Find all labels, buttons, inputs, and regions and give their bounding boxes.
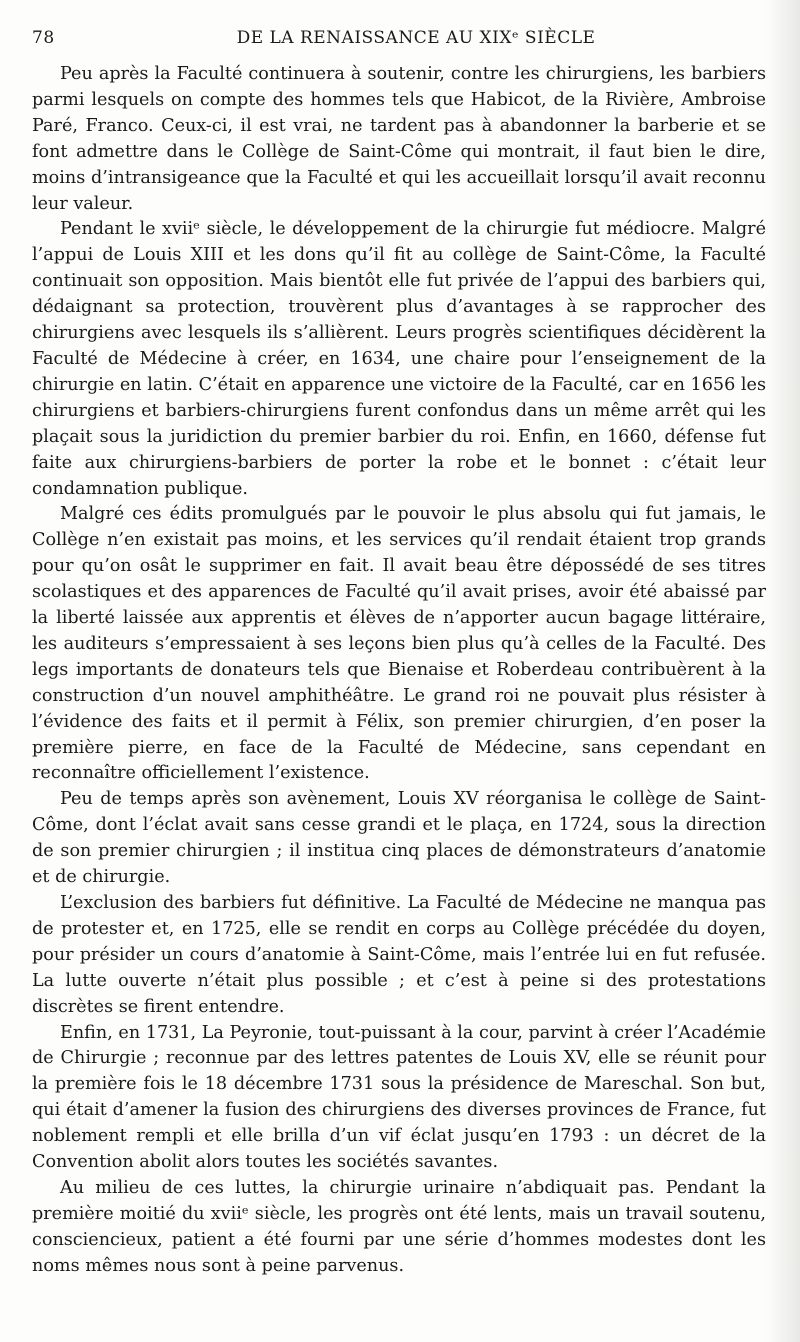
- paragraph-7: Au milieu de ces luttes, la chirurgie urinaire n’abdiquait pas. Pendant la première moitié du xviiᵉ siècle, les progrès ont été lents, mais un travail soutenu, consciencieux, patient a été fourni par une série d’hommes modestes dont les noms mêmes nous sont à peine parvenus.: [32, 1177, 766, 1276]
- paragraph-2: Pendant le xviiᵉ siècle, le développement de la chirurgie fut médiocre. Malgré l’appui de Louis XIII et les dons qu’il fit au collège de Saint-Côme, la Faculté continuait son opposition. Mais bientôt elle fut privée de l’appui des barbiers qui, dédaignant sa protection, trouvèrent plus d’avantages à se rapprocher des chirurgiens avec lesquels ils s’allièrent. Leurs progrès scientifiques décidèrent la Faculté de Médecine à créer, en 1634, une chaire pour l’enseignement de la chirurgie en latin. C’était en apparence une victoire de la Faculté, car en 1656 les chirurgiens et barbiers-chirurgiens furent confondus dans un même arrêt qui les plaçait sous la juridiction du premier barbier du roi. Enfin, en 1660, défense fut faite aux chirurgiens-barbiers de porter la robe et le bonnet : c’était leur condamnation publique.: [32, 219, 766, 499]
- paragraph-4: Peu de temps après son avènement, Louis XV réorganisa le collège de Saint-Côme, dont l’éclat avait sans cesse grandi et le plaça, en 1724, sous la direction de son premier chirurgien ; il institua cinq places de démonstrateurs d’anatomie et de chirurgie.: [32, 789, 766, 888]
- paragraph-1: Peu après la Faculté continuera à soutenir, contre les chirurgiens, les barbiers parmi lesquels on compte des hommes tels que Habicot, de la Rivière, Ambroise Paré, Franco. Ceux-ci, il est vrai, ne tardent pas à abandonner la barberie et se font admettre dans le Collège de Saint-Côme qui montrait, il faut bien le dire, moins d’intransigeance que la Faculté et qui les accueillait lorsqu’il avait reconnu leur valeur.: [32, 64, 766, 214]
- page-header: [32, 28, 760, 54]
- running-head: DE LA RENAISSANCE AU XIXᵉ SIÈCLE: [236, 28, 596, 48]
- body-text: [32, 62, 766, 1280]
- page-number: 78: [32, 28, 55, 48]
- paragraph-5: L’exclusion des barbiers fut définitive. La Faculté de Médecine ne manqua pas de protester et, en 1725, elle se rendit en corps au Collège précédée du doyen, pour présider un cours d’anatomie à Saint-Côme, mais l’entrée lui en fut refusée. La lutte ouverte n’était plus possible ; et c’est à peine si des protestations discrètes se firent entendre.: [32, 893, 766, 1017]
- page-edge-shadow: [766, 0, 800, 1342]
- paragraph-6: Enfin, en 1731, La Peyronie, tout-puissant à la cour, parvint à créer l’Académie de Chirurgie ; reconnue par des lettres patentes de Louis XV, elle se réunit pour la première fois le 18 décembre 1731 sous la présidence de Mareschal. Son but, qui était d’amener la fusion des chirurgiens des diverses provinces de France, fut noblement rempli et elle brilla d’un vif éclat jusqu’en 1793 : un décret de la Convention abolit alors toutes les sociétés savantes.: [32, 1022, 766, 1173]
- paragraph-3: Malgré ces édits promulgués par le pouvoir le plus absolu qui fut jamais, le Collège n’en existait pas moins, et les services qu’il rendait étaient trop grands pour qu’on osât le supprimer en fait. Il avait beau être dépossédé de ses titres scolastiques et des apparences de Faculté qu’il avait prises, avoir été abaissé par la liberté laissée aux apprentis et élèves de n’apporter aucun bagage littéraire, les auditeurs s’empressaient à ses leçons bien plus qu’à celles de la Faculté. Des legs importants de donateurs tels que Bienaise et Roberdeau contribuèrent à la construction d’un nouvel amphithéâtre. Le grand roi ne pouvait plus résister à l’évidence des faits et il permit à Félix, son premier chirurgien, d’en poser la première pierre, en face de la Faculté de Médecine, sans cependant en reconnaître officiellement l’existence.: [32, 504, 766, 784]
